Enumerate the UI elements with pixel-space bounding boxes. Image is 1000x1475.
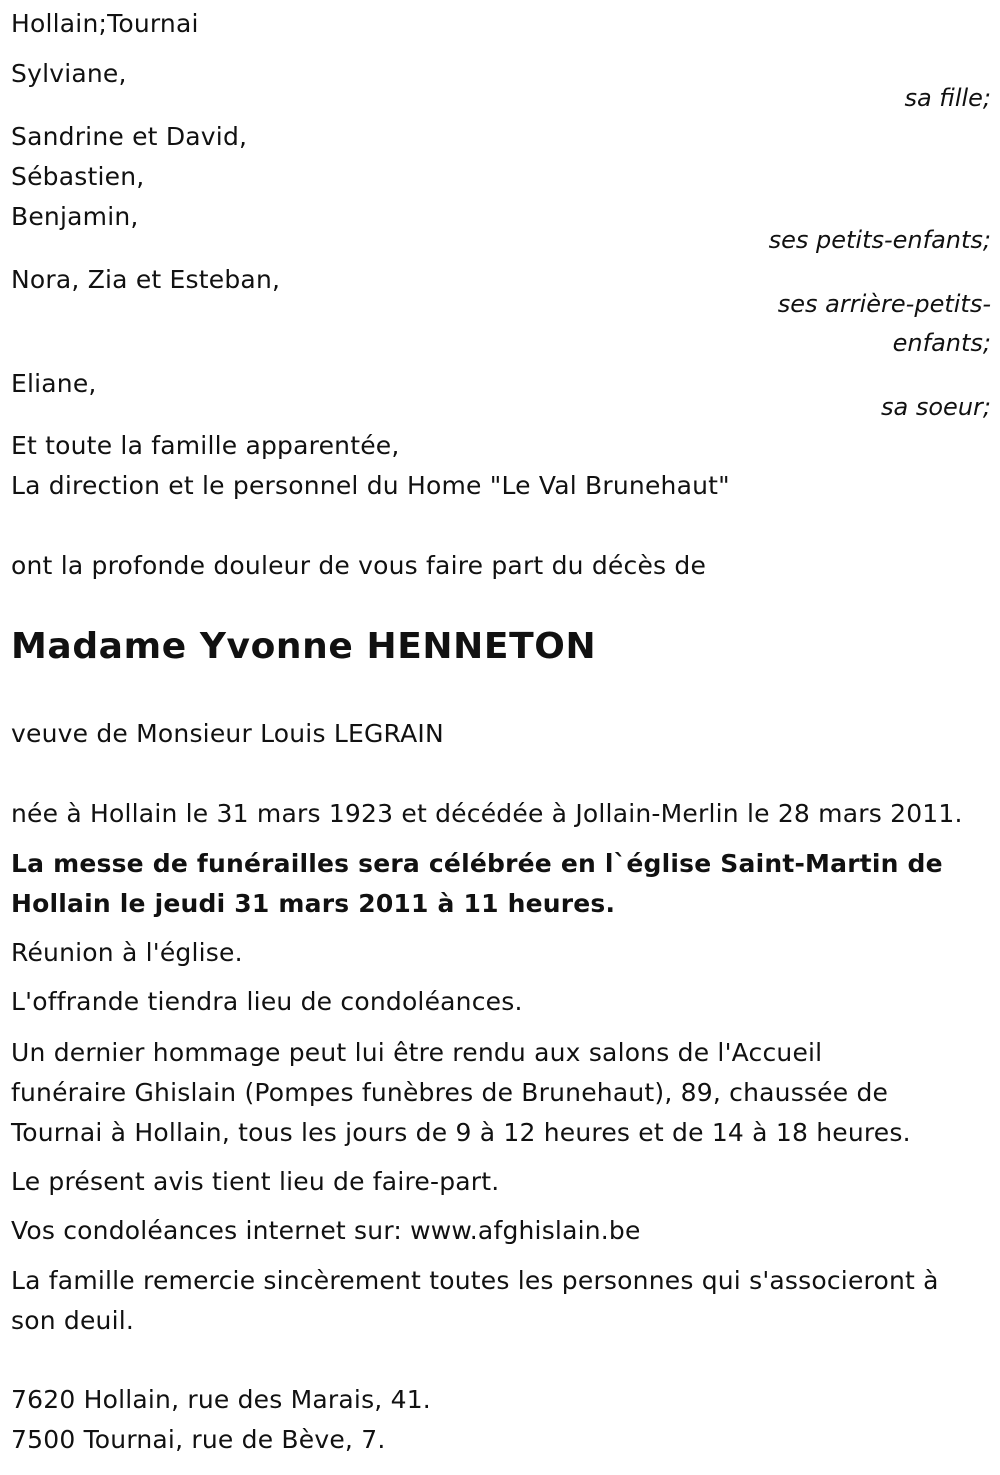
great-grandchildren-relation-line1: ses arrière-petits- [777,290,991,318]
mass-line-2: Hollain le jeudi 31 mars 2011 à 11 heures. [11,889,616,918]
tribute-line-3: Tournai à Hollain, tous les jours de 9 à 12 heures et de 14 à 18 heures. [11,1118,911,1147]
meeting-place: Réunion à l'église. [11,938,243,967]
widow-of: veuve de Monsieur Louis LEGRAIN [11,719,444,748]
grandchildren-relation: ses petits-enfants; [768,226,991,254]
thanks-line-1: La famille remercie sincèrement toutes les personnes qui s'associeront à [11,1266,939,1295]
announcement-intro: ont la profonde douleur de vous faire part du décès de [11,551,707,580]
deceased-name: Madame Yvonne HENNETON [11,626,597,667]
tribute-line-2: funéraire Ghislain (Pompes funèbres de Brunehaut), 89, chaussée de [11,1078,889,1107]
tribute-line-1: Un dernier hommage peut lui être rendu aux salons de l'Accueil [11,1038,823,1067]
address-tournai: 7500 Tournai, rue de Bève, 7. [11,1425,386,1454]
address-hollain: 7620 Hollain, rue des Marais, 41. [11,1385,431,1414]
thanks-line-2: son deuil. [11,1306,135,1335]
family-line: Et toute la famille apparentée, [11,431,400,460]
condolences-website: Vos condoléances internet sur: www.afghislain.be [11,1216,641,1245]
daughter-name: Sylviane, [11,59,127,88]
location-header: Hollain;Tournai [11,9,199,38]
sister-name: Eliane, [11,369,97,398]
grandchild-2: Sébastien, [11,162,145,191]
great-grandchildren-relation-line2: enfants; [892,329,991,357]
grandchild-1: Sandrine et David, [11,122,248,151]
notice-line: Le présent avis tient lieu de faire-part. [11,1167,500,1196]
great-grandchildren-names: Nora, Zia et Esteban, [11,265,281,294]
sister-relation: sa soeur; [881,393,991,421]
offering-note: L'offrande tiendra lieu de condoléances. [11,987,523,1016]
grandchild-3: Benjamin, [11,202,139,231]
home-line: La direction et le personnel du Home "Le Val Brunehaut" [11,471,730,500]
mass-line-1: La messe de funérailles sera célébrée en l`église Saint-Martin de [11,849,943,878]
birth-death-dates: née à Hollain le 31 mars 1923 et décédée à Jollain-Merlin le 28 mars 2011. [11,799,963,828]
daughter-relation: sa fille; [904,84,991,112]
